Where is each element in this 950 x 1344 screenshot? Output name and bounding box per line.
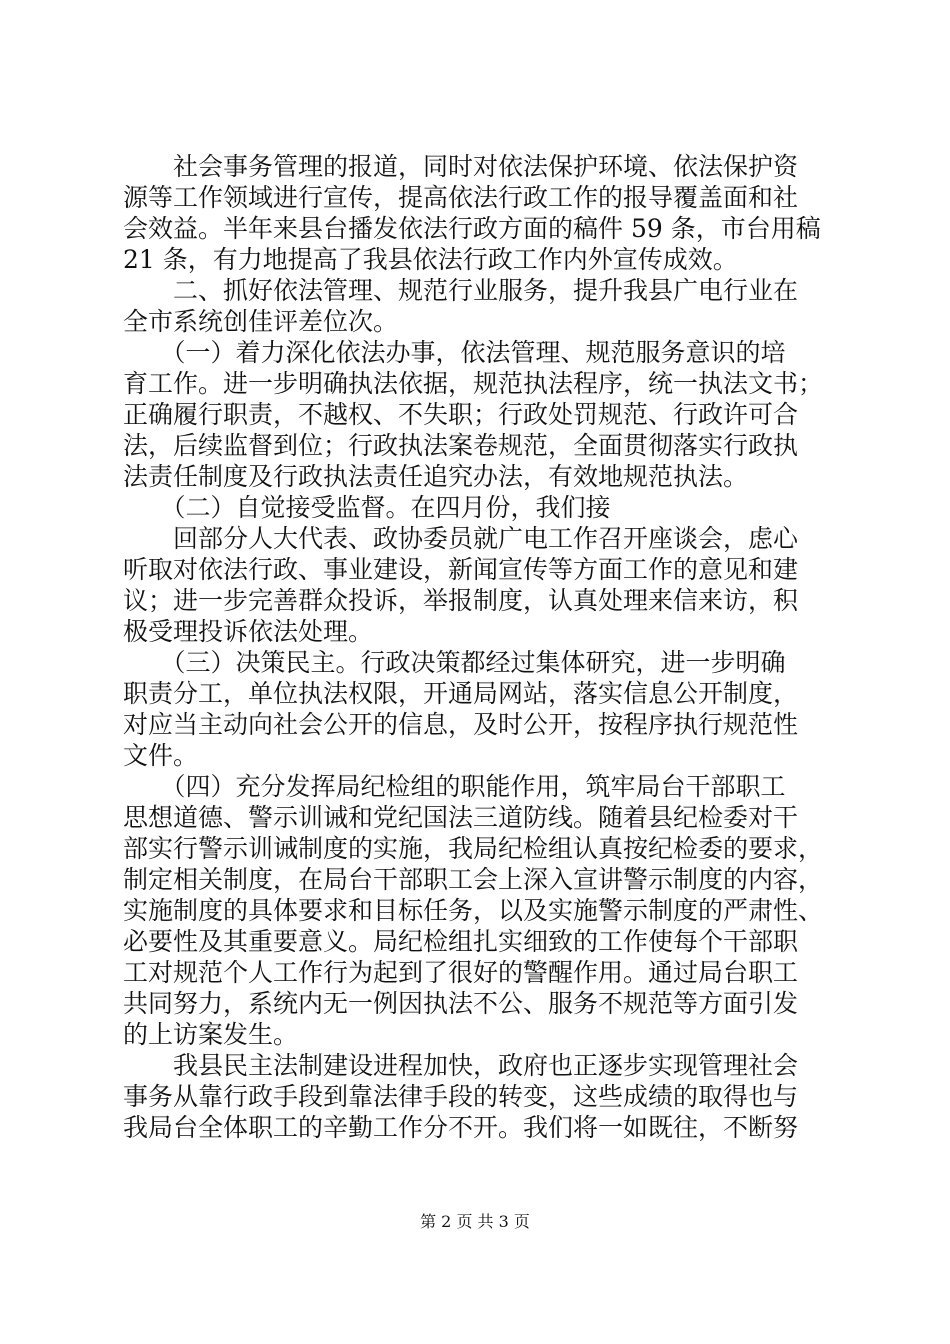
text-line: 社会事务管理的报道，同时对依法保护环境、依法保护资 <box>123 152 799 181</box>
text-line: 对应当主动向社会公开的信息，及时公开，按程序执行规范性 <box>123 710 799 739</box>
text-line: 思想道德、警示训诫和党纪国法三道防线。随着县纪检委对干 <box>123 803 799 832</box>
document-body <box>123 151 833 1143</box>
text-line: 事务从靠行政手段到靠法律手段的转变，这些成绩的取得也与 <box>123 1082 799 1111</box>
text-line: 部实行警示训诫制度的实施，我局纪检组认真按纪检委的要求， <box>123 834 824 863</box>
text-line: （三）决策民主。行政决策都经过集体研究，进一步明确 <box>123 648 786 677</box>
text-line: 法责任制度及行政执法责任追究办法，有效地规范执法。 <box>123 462 749 491</box>
text-line: 21 条，有力地提高了我县依法行政工作内外宣传成效。 <box>123 245 738 274</box>
text-line: 共同努力，系统内无一例因执法不公、服务不规范等方面引发 <box>123 989 799 1018</box>
text-line: 会效益。半年来县台播发依法行政方面的稿件 59 条，市台用稿 <box>123 214 821 243</box>
text-line: （一）着力深化依法办事，依法管理、规范服务意识的培 <box>123 338 786 367</box>
text-line: 听取对依法行政、事业建设，新闻宣传等方面工作的意见和建 <box>123 555 799 584</box>
text-line: 育工作。进一步明确执法依据，规范执法程序，统一执法文书； <box>123 369 824 398</box>
text-line: 回部分人大代表、政协委员就广电工作召开座谈会，虑心 <box>123 524 799 553</box>
text-line: 正确履行职责，不越权、不失职；行政处罚规范、行政许可合 <box>123 400 799 429</box>
text-line: 制定相关制度，在局台干部职工会上深入宣讲警示制度的内容， <box>123 865 824 894</box>
text-line: 文件。 <box>123 741 199 770</box>
text-line: 议；进一步完善群众投诉，举报制度，认真处理来信来访，积 <box>123 586 799 615</box>
text-line: 我县民主法制建设进程加快，政府也正逐步实现管理社会 <box>123 1051 799 1080</box>
text-line: 我局台全体职工的辛勤工作分不开。我们将一如既往，不断努 <box>123 1113 799 1142</box>
text-line: 二、抓好依法管理、规范行业服务，提升我县广电行业在 <box>123 276 799 305</box>
text-line: 法，后续监督到位；行政执法案卷规范，全面贯彻落实行政执 <box>123 431 799 460</box>
text-line: 全市系统创佳评差位次。 <box>123 307 399 336</box>
text-line: 极受理投诉依法处理。 <box>123 617 374 646</box>
text-line: 的上访案发生。 <box>123 1020 299 1049</box>
page-number-label: 第 2 页 共 3 页 <box>420 1212 530 1231</box>
text-line: （二）自觉接受监督。在四月份，我们接 <box>123 493 611 522</box>
text-line: 必要性及其重要意义。局纪检组扎实细致的工作使每个干部职 <box>123 927 799 956</box>
text-line: 实施制度的具体要求和目标任务，以及实施警示制度的严肃性、 <box>123 896 824 925</box>
text-line: （四）充分发挥局纪检组的职能作用，筑牢局台干部职工 <box>123 772 786 801</box>
text-line: 工对规范个人工作行为起到了很好的警醒作用。通过局台职工 <box>123 958 799 987</box>
text-line: 职责分工，单位执法权限，开通局网站，落实信息公开制度， <box>123 679 799 708</box>
text-line: 源等工作领域进行宣传，提高依法行政工作的报导覆盖面和社 <box>123 183 799 212</box>
page-footer <box>0 1212 950 1232</box>
